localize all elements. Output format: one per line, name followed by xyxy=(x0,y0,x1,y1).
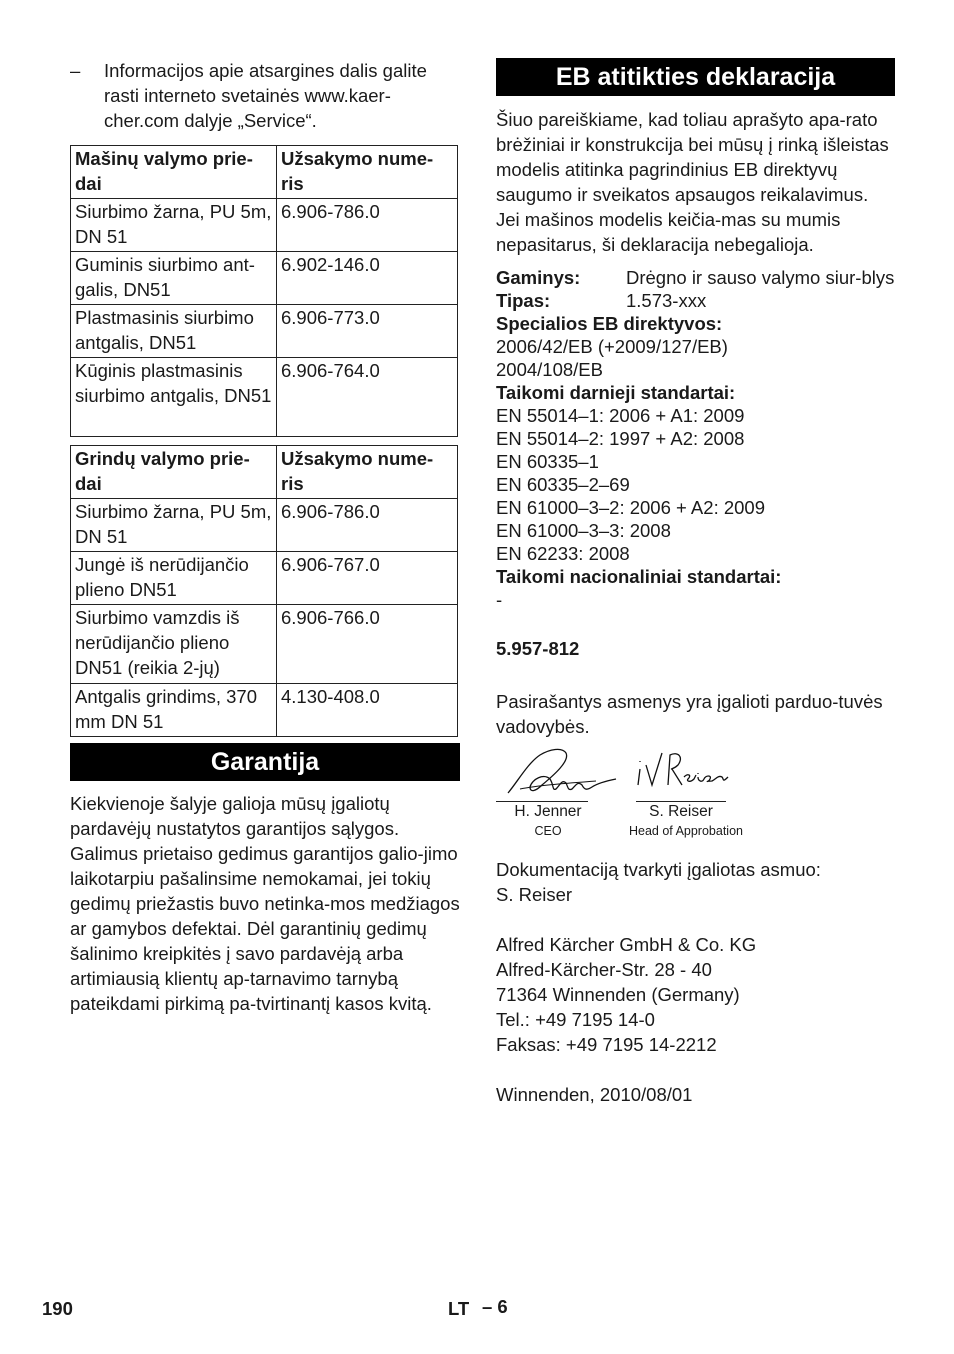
table-cell: 6.906-786.0 xyxy=(277,499,458,552)
table-header-row xyxy=(71,446,458,499)
documentation-person: S. Reiser xyxy=(496,884,573,905)
spare-parts-text: Informacijos apie atsargines dalis galite rasti interneto svetainės www.kaer-cher.com dalyje „Service“. xyxy=(104,60,427,131)
table-header-cell: Užsakymo nume-ris xyxy=(277,446,458,499)
machine-accessories-table xyxy=(70,145,458,437)
section-page: – 6 xyxy=(482,1296,508,1317)
signatory-name: S. Reiser xyxy=(649,803,713,820)
signatory-name: H. Jenner xyxy=(514,803,582,820)
address-line: Tel.: +49 7195 14-0 xyxy=(496,1009,655,1030)
table-cell: Kūginis plastmasinis siurbimo antgalis, DN51 xyxy=(71,358,277,437)
table-cell: 6.906-764.0 xyxy=(277,358,458,437)
table-row xyxy=(71,199,458,252)
signature-line xyxy=(496,801,588,802)
table-cell: 6.906-767.0 xyxy=(277,552,458,605)
declaration-intro: Šiuo pareiškiame, kad toliau aprašyto apa-rato brėžiniai ir konstrukcija bei mūsų į rinką išleistas modelis atitinka pagrindinius EB direktyvų saugumo ir sveikatos apsaugos reikalavimus. Jei mašinos modelis keičia-mas su mumis nepasitarus, ši deklaracija nebegalioja. xyxy=(496,109,889,255)
directives-label: Specialios EB direktyvos: xyxy=(496,313,723,334)
directive-item: 2004/108/EB xyxy=(496,359,603,380)
table-row xyxy=(71,252,458,305)
documentation-person-label: Dokumentaciją tvarkyti įgaliotas asmuo: xyxy=(496,859,821,880)
signature-line xyxy=(636,801,726,802)
signatories-text: Pasirašantys asmenys yra įgalioti parduo-tuvės vadovybės. xyxy=(496,691,883,737)
spare-parts-info xyxy=(70,58,460,133)
table-row xyxy=(71,552,458,605)
document-number: 5.957-812 xyxy=(496,638,580,659)
type-row xyxy=(496,289,896,312)
type-value: 1.573-xxx xyxy=(626,290,707,311)
standard-item: EN 61000–3–2: 2006 + A2: 2009 xyxy=(496,497,765,518)
type-label: Tipas: xyxy=(496,290,551,311)
left-column xyxy=(70,58,460,1016)
warranty-heading: Garantija xyxy=(70,743,460,781)
signatory-role: Head of Approbation xyxy=(629,824,743,838)
standard-item: EN 60335–1 xyxy=(496,451,599,472)
signature-reiser-image xyxy=(632,747,732,793)
language-code: LT xyxy=(448,1298,470,1319)
standard-item: EN 60335–2–69 xyxy=(496,474,630,495)
address-line: 71364 Winnenden (Germany) xyxy=(496,984,740,1005)
table-cell: Plastmasinis siurbimo antgalis, DN51 xyxy=(71,305,277,358)
table-cell: 6.906-786.0 xyxy=(277,199,458,252)
table-cell: Siurbimo žarna, PU 5m, DN 51 xyxy=(71,499,277,552)
signature-block xyxy=(496,751,896,841)
table-header-cell: Užsakymo nume-ris xyxy=(277,146,458,199)
table-cell: Siurbimo vamzdis iš nerūdijančio plieno DN51 (reikia 2-jų) xyxy=(71,605,277,684)
product-row xyxy=(496,266,896,289)
table-row xyxy=(71,605,458,684)
table-row xyxy=(71,305,458,358)
list-dash: – xyxy=(70,60,81,81)
table-cell: 6.906-773.0 xyxy=(277,305,458,358)
right-column xyxy=(496,58,896,1107)
table-header-cell: Mašinų valymo prie-dai xyxy=(71,146,277,199)
table-cell: Guminis siurbimo ant-galis, DN51 xyxy=(71,252,277,305)
product-value: Drėgno ir sauso valymo siur-blys xyxy=(626,267,895,288)
declaration-details xyxy=(496,266,896,611)
standard-item: EN 55014–1: 2006 + A1: 2009 xyxy=(496,405,745,426)
table-cell: Siurbimo žarna, PU 5m, DN 51 xyxy=(71,199,277,252)
floor-accessories-table xyxy=(70,445,458,737)
table-cell: Jungė iš nerūdijančio plieno DN51 xyxy=(71,552,277,605)
national-value: - xyxy=(496,589,503,610)
table-cell: 6.902-146.0 xyxy=(277,252,458,305)
standard-item: EN 62233: 2008 xyxy=(496,543,630,564)
product-label: Gaminys: xyxy=(496,267,581,288)
address-line: Alfred Kärcher GmbH & Co. KG xyxy=(496,934,757,955)
table-cell: Antgalis grindims, 370 mm DN 51 xyxy=(71,684,277,737)
table-header-row xyxy=(71,146,458,199)
table-row xyxy=(71,358,458,437)
standard-item: EN 61000–3–3: 2008 xyxy=(496,520,671,541)
address-line: Faksas: +49 7195 14-2212 xyxy=(496,1034,717,1055)
place-date: Winnenden, 2010/08/01 xyxy=(496,1084,693,1105)
address-line: Alfred-Kärcher-Str. 28 - 40 xyxy=(496,959,712,980)
company-address xyxy=(496,932,896,1057)
signatory-role: CEO xyxy=(534,824,562,838)
harmonized-label: Taikomi darnieji standartai: xyxy=(496,382,736,403)
table-row xyxy=(71,499,458,552)
standard-item: EN 55014–2: 1997 + A2: 2008 xyxy=(496,428,745,449)
declaration-heading: EB atitikties deklaracija xyxy=(496,58,895,96)
signature-jenner-image xyxy=(500,745,620,803)
table-cell: 4.130-408.0 xyxy=(277,684,458,737)
warranty-text: Kiekvienoje šalyje galioja mūsų įgaliotų pardavėjų nustatytos garantijos sąlygos. Galimus prietaiso gedimus garantijos galio-jimo laikotarpiu pašalinsime nemokamai, jei tokių gedimų priežastis buvo netinka-mos medžiagos ar gamybos defektai. Dėl garantinių gedimų šalinimo kreipkitės į savo pardavėją arba artimiausią klientų ap-tarnavimo tarnybą pateikdami pirkimą pa-tvirtinantį kasos kvitą. xyxy=(70,793,460,1014)
page-number: 190 xyxy=(42,1298,73,1319)
table-cell: 6.906-766.0 xyxy=(277,605,458,684)
table-header-cell: Grindų valymo prie-dai xyxy=(71,446,277,499)
national-label: Taikomi nacionaliniai standartai: xyxy=(496,566,782,587)
directive-item: 2006/42/EB (+2009/127/EB) xyxy=(496,336,728,357)
table-row xyxy=(71,684,458,737)
